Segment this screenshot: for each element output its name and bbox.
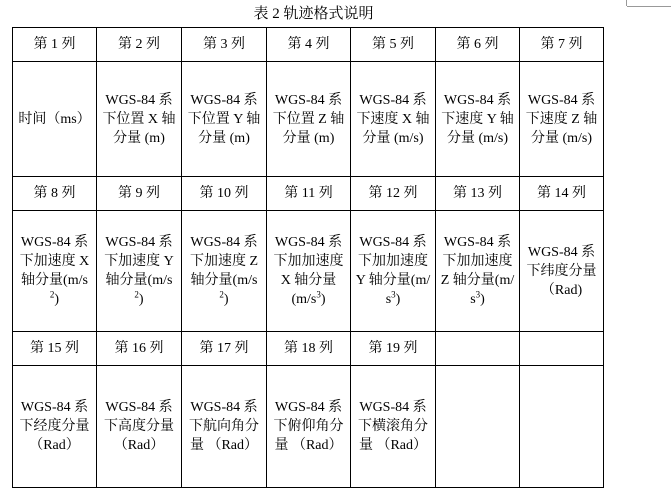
column-header <box>520 332 604 366</box>
column-header: 第 12 列 <box>351 177 436 211</box>
cell-text: WGS-84 系下高度分量（Rad） <box>104 400 174 453</box>
unit-exponent: 2 <box>219 289 224 300</box>
column-header: 第 15 列 <box>13 332 97 366</box>
content-row-3 <box>13 366 604 488</box>
table-caption: 表 2 轨迹格式说明 <box>253 6 374 22</box>
column-header: 第 5 列 <box>351 28 436 62</box>
cell-text <box>355 233 431 309</box>
table-cell <box>13 211 97 332</box>
cell-text-main: WGS-84 系下加速度 X 轴分量(m/s <box>19 235 90 288</box>
table-cell <box>436 211 520 332</box>
header-row-2 <box>13 177 604 211</box>
table-cell <box>267 366 351 488</box>
table-cell <box>97 366 182 488</box>
column-header: 第 2 列 <box>97 28 182 62</box>
cell-text-main: WGS-84 系下加速度 Y 轴分量(m/s <box>104 235 174 288</box>
column-header: 第 14 列 <box>520 177 604 211</box>
cell-text: WGS-84 系下位置 Z 轴分量 (m) <box>272 92 345 146</box>
column-header: 第 7 列 <box>520 28 604 62</box>
cell-text: WGS-84 系下速度 Y 轴分量 (m/s) <box>441 92 514 146</box>
cell-text: WGS-84 系下经度分量 （Rad） <box>19 400 90 453</box>
table-cell <box>13 62 97 177</box>
table-cell <box>182 211 267 332</box>
cell-text: WGS-84 系下速度 X 轴分量 (m/s) <box>356 92 430 146</box>
column-header: 第 1 列 <box>13 28 97 62</box>
cell-text <box>271 233 346 309</box>
header-row-1 <box>13 28 604 62</box>
content-row-1 <box>13 62 604 177</box>
column-header: 第 3 列 <box>182 28 267 62</box>
cell-text-main: WGS-84 系下纬度分量（Rad) <box>526 244 597 298</box>
column-header: 第 11 列 <box>267 177 351 211</box>
table-cell <box>97 62 182 177</box>
table-cell <box>436 62 520 177</box>
table-cell <box>436 366 520 488</box>
track-format-table <box>12 27 604 488</box>
column-header: 第 9 列 <box>97 177 182 211</box>
column-header: 第 8 列 <box>13 177 97 211</box>
cell-text-tail: ) <box>480 292 485 307</box>
table-cell <box>97 211 182 332</box>
cell-text: WGS-84 系下位置 Y 轴分量 (m) <box>187 92 261 146</box>
cell-text: WGS-84 系下航向角分量 （Rad） <box>189 400 259 453</box>
cell-text <box>440 233 515 309</box>
cell-text-tail: ) <box>138 292 144 307</box>
table-cell <box>182 62 267 177</box>
table-cell <box>351 62 436 177</box>
column-header: 第 10 列 <box>182 177 267 211</box>
column-header: 第 6 列 <box>436 28 520 62</box>
column-header: 第 16 列 <box>97 332 182 366</box>
cell-text-tail: ) <box>54 292 60 307</box>
table-cell <box>520 62 604 177</box>
cell-text-tail: ) <box>320 292 326 307</box>
cell-text: WGS-84 系下位置 X 轴分量 (m) <box>102 92 176 146</box>
page-corner-mark-h <box>627 6 671 7</box>
content-row-2 <box>13 211 604 332</box>
table-cell <box>267 211 351 332</box>
column-header: 第 13 列 <box>436 177 520 211</box>
unit-exponent: 3 <box>475 289 481 300</box>
cell-text <box>524 243 599 300</box>
cell-text <box>101 233 177 309</box>
column-header <box>436 332 520 366</box>
table-cell <box>520 366 604 488</box>
unit-exponent: 2 <box>49 289 55 300</box>
cell-text: WGS-84 系下速度 Z 轴分量 (m/s) <box>525 92 598 146</box>
cell-text-main: WGS-84 系下加加速度 X 轴分量(m/s <box>273 235 344 307</box>
table-cell <box>520 211 604 332</box>
unit-exponent: 3 <box>316 289 321 300</box>
cell-text: 时间（ms） <box>18 111 91 127</box>
cell-text-main: WGS-84 系下加加速度 Z 轴分量(m/s <box>440 235 515 307</box>
table-cell <box>13 366 97 488</box>
table-cell <box>351 211 436 332</box>
cell-text-main: WGS-84 系下加加速度 Y 轴分量(m/s <box>355 235 431 307</box>
cell-text-tail: ) <box>223 292 229 307</box>
header-row-3 <box>13 332 604 366</box>
unit-exponent: 3 <box>391 289 396 300</box>
cell-text <box>186 233 262 309</box>
cell-text-tail: ) <box>395 292 401 307</box>
unit-exponent: 2 <box>134 289 139 300</box>
table-cell <box>267 62 351 177</box>
cell-text <box>17 233 92 309</box>
cell-text-main: WGS-84 系下加速度 Z 轴分量(m/s <box>189 235 259 288</box>
column-header: 第 19 列 <box>351 332 436 366</box>
cell-text: WGS-84 系下横滚角分量 （Rad） <box>358 400 428 453</box>
cell-text: WGS-84 系下俯仰角分量 （Rad） <box>273 400 344 453</box>
column-header: 第 4 列 <box>267 28 351 62</box>
column-header: 第 18 列 <box>267 332 351 366</box>
table-cell <box>182 366 267 488</box>
column-header: 第 17 列 <box>182 332 267 366</box>
table-cell <box>351 366 436 488</box>
